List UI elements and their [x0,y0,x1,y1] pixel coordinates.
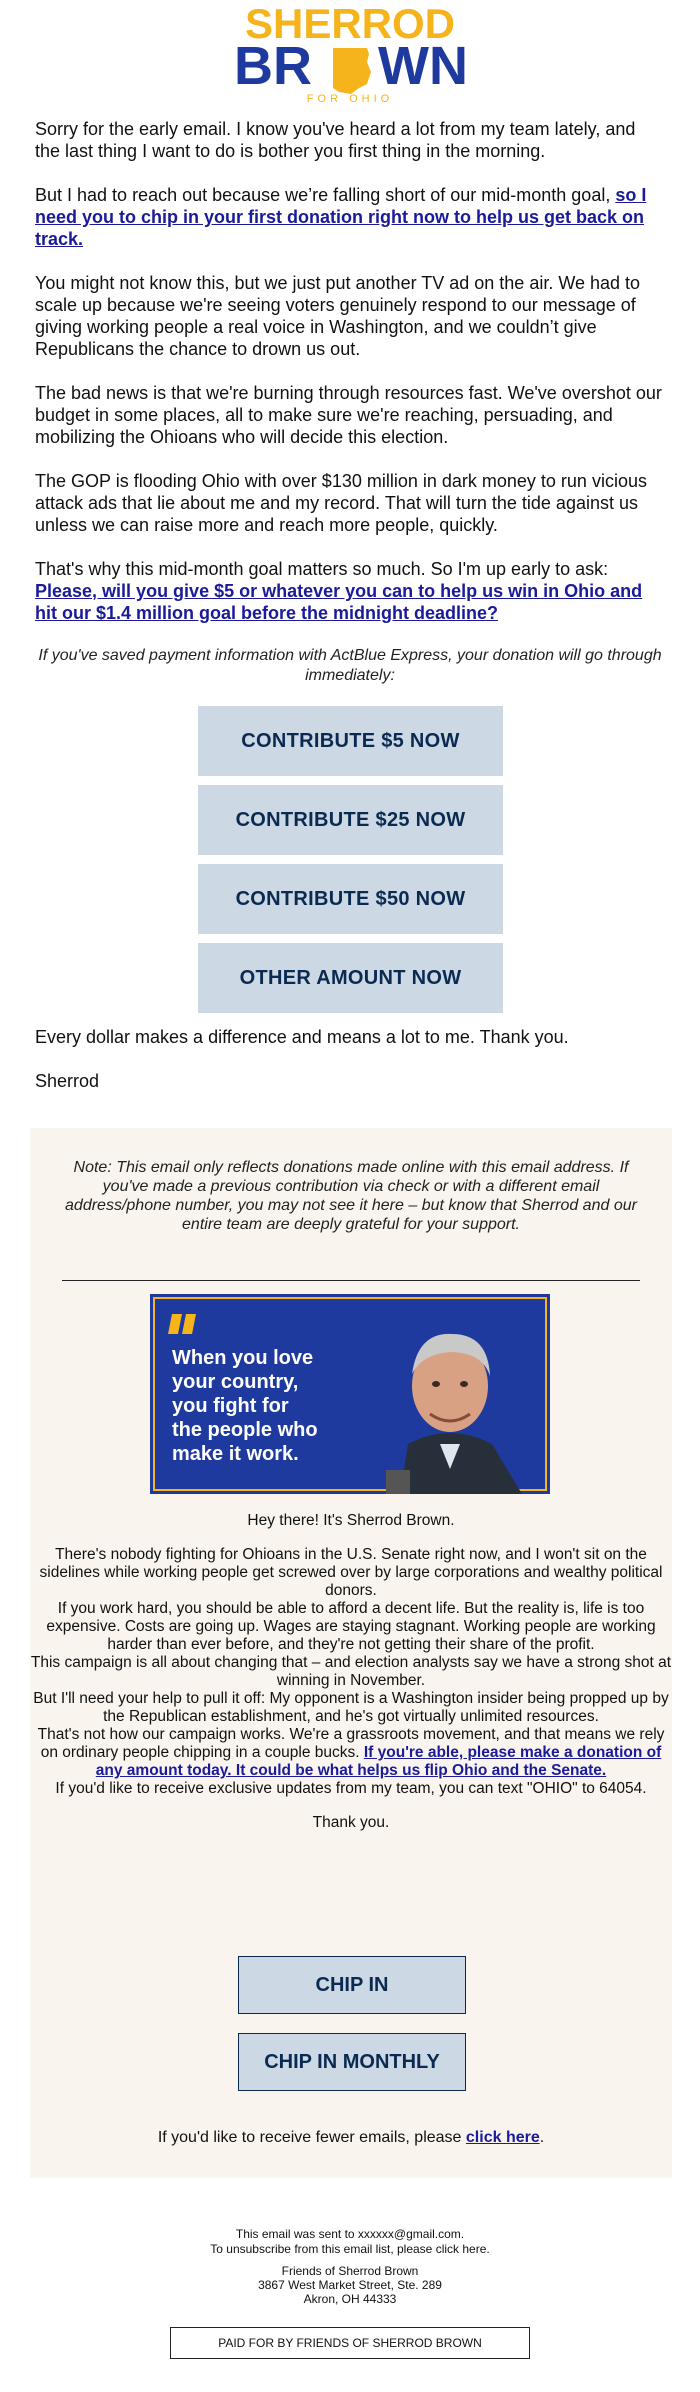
sent-to: This email was sent to xxxxxx@gmail.com. [235,2227,465,2241]
org-name: Friends of Sherrod Brown [281,2264,419,2278]
donate-link-1[interactable]: so I need you to chip in your first donation right now to help us get back on track. [35,185,647,249]
hero-quote-line2: your country, [172,1371,299,1393]
hero-quote-line5: make it work. [172,1443,299,1465]
contribute-25-button[interactable]: CONTRIBUTE $25 NOW [198,785,503,855]
actblue-note: If you've saved payment information with ActBlue Express, your donation will go through immediately: [38,647,662,684]
paragraph-2-text: But I had to reach out because we’re falling short of our mid-month goal, [35,185,616,205]
hero-quote-line3: you fight for [172,1395,289,1417]
sherrod-brown-logo [205,0,495,110]
contribute-50-button[interactable]: CONTRIBUTE $50 NOW [198,864,503,934]
divider [62,1280,640,1281]
hero-quote-line1: When you love [172,1347,314,1369]
fewer-emails-link[interactable]: click here [465,2129,540,2146]
hero-quote-image[interactable] [150,1294,550,1494]
box-paragraph-5-text: That's not how our campaign works. We're a grassroots movement, and that means we rely on ordinary people chipping in a couple bucks. [37,1726,665,1761]
paragraph-1: Sorry for the early email. I know you've heard a lot from my team lately, and the last thing I want to do is bother you first thing in the morning. [35,119,636,161]
paragraph-5: The GOP is flooding Ohio with over $130 million in dark money to run vicious attack ads that lie about me and my record. That will turn the tide against us unless we can raise more and reach more people, quickly. [35,471,647,535]
hero-quote-line4: the people who [172,1419,318,1441]
paragraph-6-text: That's why this mid-month goal matters so much. So I'm up early to ask: [35,559,609,579]
chip-in-monthly-button[interactable]: CHIP IN MONTHLY [238,2033,466,2091]
paragraph-4: The bad news is that we're burning through resources fast. We've overshot our budget in some places, all to make sure we're reaching, persuading, and mobilizing the Ohioans who will decide this election. [35,383,662,447]
logo-line2a: BR [234,36,312,96]
other-amount-button[interactable]: OTHER AMOUNT NOW [198,943,503,1013]
footer-box [30,1128,672,2178]
text-updates: If you'd like to receive exclusive updates from my team, you can text "OHIO" to 64054. [55,1780,647,1797]
chip-in-button[interactable]: CHIP IN [238,1956,466,2014]
fewer-emails [30,2128,672,2148]
unsubscribe-link[interactable]: To unsubscribe from this email list, please click here. [210,2242,490,2256]
contribute-5-button[interactable]: CONTRIBUTE $5 NOW [198,706,503,776]
logo-line2b: WN [378,36,468,96]
box-paragraph-4: But I'll need your help to pull it off: My opponent is a Washington insider being propped up by the Republican establishment, and he's got virtually unlimited resources. [33,1690,669,1725]
box-paragraph-5 [30,1726,672,1780]
paid-for-disclaimer: PAID FOR BY FRIENDS OF SHERROD BROWN [170,2327,530,2359]
box-thank-you: Thank you. [312,1814,390,1831]
logo-line1: SHERROD [244,0,456,47]
fewer-emails-end: . [539,2129,545,2146]
box-paragraph-1: There's nobody fighting for Ohioans in the U.S. Senate right now, and I won't sit on the sidelines while working people get screwed over by large corporations and wealthy political donors. [39,1546,663,1599]
donation-link[interactable]: If you're able, please make a donation of any amount today. It could be what helps us flip Ohio and the Senate. [95,1744,662,1779]
address-line-1: 3867 West Market Street, Ste. 289 [258,2278,442,2292]
address-line-2: Akron, OH 44333 [303,2292,397,2306]
greeting: Hey there! It's Sherrod Brown. [247,1512,455,1529]
logo-line3: FOR OHIO [306,93,394,105]
ohio-shape-icon [333,48,371,94]
box-paragraph-2: If you work hard, you should be able to afford a decent life. But the reality is, life is too expensive. Costs are going up. Wages are staying stagnant. Working people are working harder than ever before, and they're not getting their share of the profit. [46,1600,656,1653]
donate-link-2[interactable]: Please, will you give $5 or whatever you can to help us win in Ohio and hit our $1.4 million goal before the midnight deadline? [35,581,643,623]
box-paragraph-3: This campaign is all about changing that – and election analysts say we have a strong shot at winning in November. [30,1654,672,1689]
thank-you-line: Every dollar makes a difference and means a lot to me. Thank you. [35,1027,569,1047]
campaign-logo [0,0,700,112]
signature: Sherrod [35,1071,100,1091]
paragraph-2 [35,184,665,250]
donation-note: Note: This email only reflects donations made online with this email address. If you've made a previous contribution via check or with a different email address/phone number, you may not see it here – but know that Sherrod and our entire team are deeply grateful for your support. [65,1159,637,1233]
email-body [35,118,665,646]
paragraph-3: You might not know this, but we just put another TV ad on the air. We had to scale up because we're seeing voters genuinely respond to our message of giving working people a real voice in Washington, and we couldn’t give Republicans the chance to drown us out. [35,273,641,359]
fewer-emails-text: If you'd like to receive fewer emails, please [157,2129,466,2146]
paragraph-6 [35,558,665,624]
